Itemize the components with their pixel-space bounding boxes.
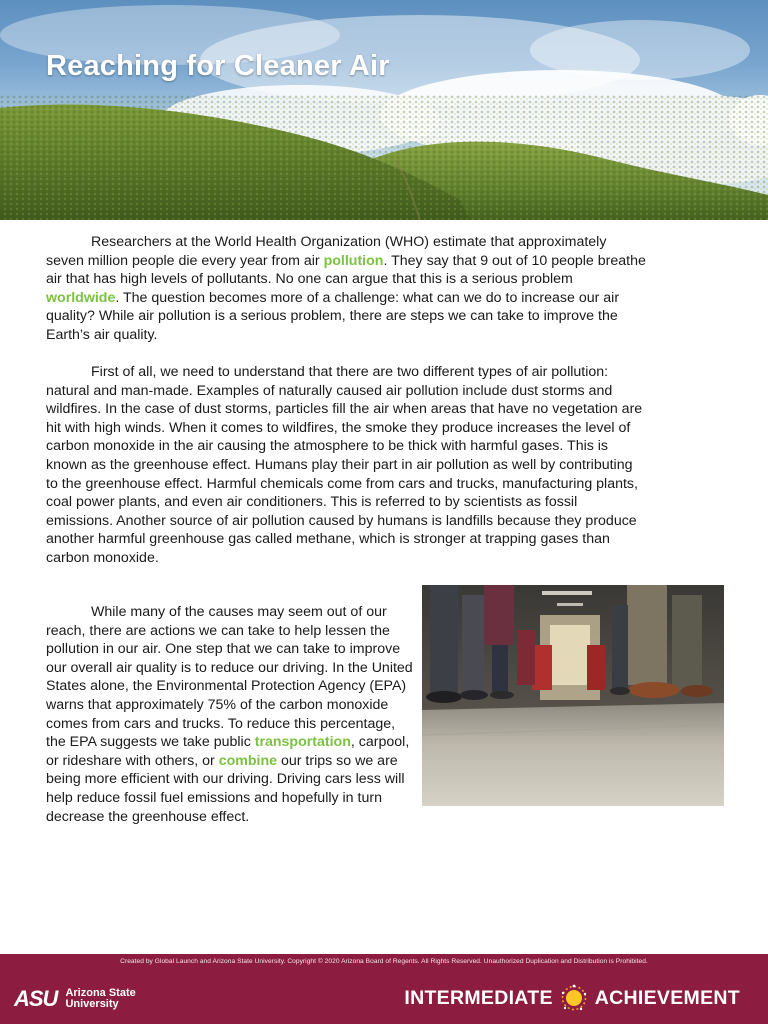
asu-name-line2: University: [65, 998, 119, 1010]
highlight-word-worldwide: worldwide: [46, 289, 116, 306]
asu-logo: [14, 987, 136, 1011]
hero-banner: [0, 0, 768, 220]
level-word-achievement: ACHIEVEMENT: [594, 986, 740, 1009]
paragraph-text: . The question becomes more of a challenge: what can we do to increase our air quality? While air pollution is a serious problem, there are steps we can take to improve the Earth’s air quality.: [46, 289, 620, 343]
asu-name-line1: Arizona State: [65, 986, 136, 999]
highlight-word-transportation: transportation: [254, 734, 351, 751]
asu-logo-name: [65, 988, 135, 1011]
level-word-intermediate: INTERMEDIATE: [404, 986, 553, 1009]
asu-logo-mark: ASU: [14, 986, 58, 1011]
paragraph-text: While many of the causes may seem out of our reach, there are actions we can take to help lessen the pollution in our air. One step that we can take to improve our overall air quality is to reduce our driving. In the United States alone, the Environmental Protection Agency (EPA) warns that approximately 75% of the carbon monoxide comes from cars and trucks. To reduce this percentage, the EPA suggests we take public: [46, 604, 413, 751]
highlight-word-pollution: pollution: [323, 252, 384, 269]
paragraph-actions: [46, 603, 418, 826]
page-title: Reaching for Cleaner Air: [46, 50, 390, 82]
paragraph-text: , carpool, or rideshare with others, or: [46, 734, 410, 769]
paragraph-types-of-pollution: First of all, we need to understand that there are two different types of air pollution: natural and man-made. Examples of naturally caused air pollution include dust storms and wildfires. In the case of dust storms, particles fill the air when areas that have no vegetation are hit with high winds. When it comes to wildfires, the smoke they produce increases the level of carbon monoxide in the air causing the atmosphere to be thick with harmful gases. This is known as the greenhouse effect. Humans play their part in air pollution as well by contributing to the greenhouse effect. Harmful chemicals come from cars and trucks, manufacturing plants, coal power plants, and even air conditioners. This is referred to by scientists as fossil emissions. Another source of air pollution caused by humans is landfills because they produce another harmful greenhouse gas called methane, which is stronger at trapping gases than carbon monoxide.: [46, 364, 643, 566]
paragraph-intro: [46, 233, 646, 345]
copyright-notice: Created by Global Launch and Arizona State University. Copyright © 2020 Arizona Board of Regents. All Rights Reserved. Unauthorized Duplication and Distribution is Prohibited.: [120, 958, 648, 965]
level-badge: [404, 982, 740, 1014]
footer-bar: [0, 954, 768, 1024]
hills-landscape-image: [0, 0, 768, 220]
highlight-word-combine: combine: [218, 752, 278, 769]
bus-interior-photo: [422, 585, 724, 806]
paragraph-text: Researchers at the World Health Organization (WHO) estimate that approximately seven million people die every year from air: [46, 234, 607, 269]
bus-floor-image: [422, 585, 724, 806]
sun-icon: [559, 983, 589, 1013]
paragraph-text: . They say that 9 out of 10 people breathe air that has high levels of pollutants. No one can argue that this is a serious problem: [46, 252, 646, 288]
paragraph-text: our trips so we are being more efficient with our driving. Driving cars less will help reduce fossil fuel emissions and hopefully in turn decrease the greenhouse effect.: [46, 752, 405, 825]
